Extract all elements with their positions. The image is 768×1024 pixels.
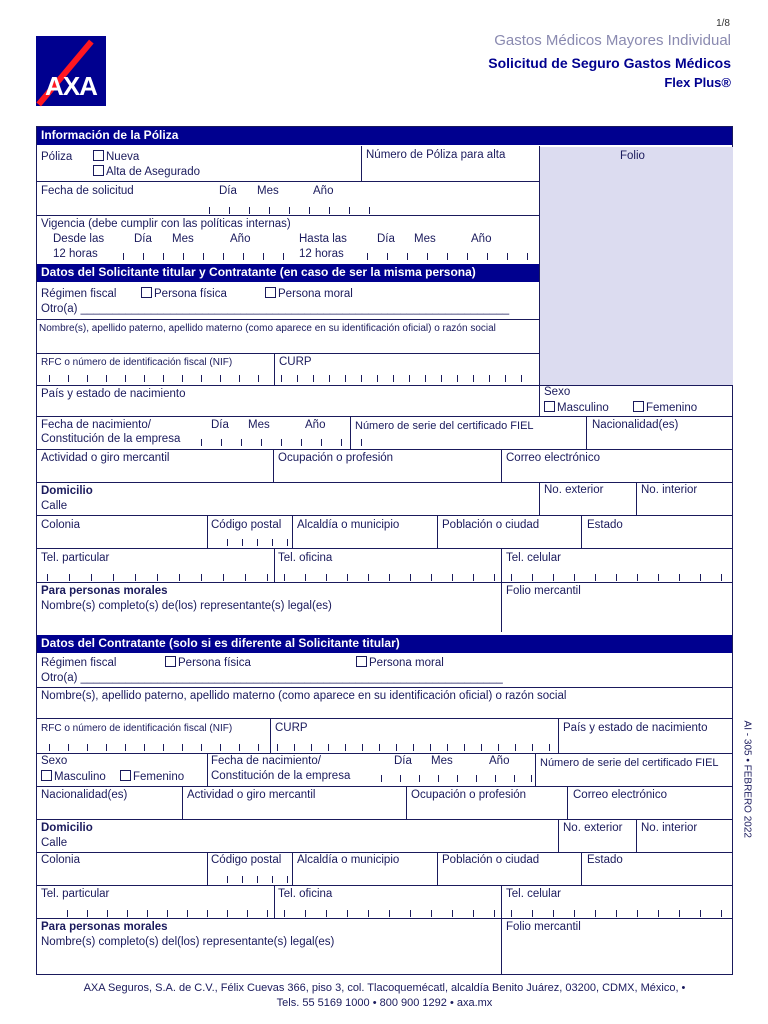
divider	[274, 885, 275, 918]
folio-label: Folio	[620, 150, 645, 162]
fiel-label: Número de serie del certificado FIEL	[355, 420, 534, 432]
c-mes: Mes	[431, 755, 453, 767]
pais-label: País y estado de nacimiento	[41, 388, 186, 400]
divider	[292, 515, 293, 548]
c-fecha-nac-label-2: Constitución de la empresa	[211, 770, 351, 782]
axa-logo	[36, 36, 106, 106]
divider	[501, 449, 502, 482]
no-interior-label: No. interior	[641, 484, 698, 496]
tel-oficina-field[interactable]	[284, 574, 499, 581]
section-titular-header: Datos del Solicitante titular y Contratante (en caso de ser la misma persona)	[37, 264, 539, 282]
c-poblacion-label: Población o ciudad	[442, 854, 540, 866]
divider	[636, 819, 637, 852]
fecha-nac-field[interactable]	[201, 439, 361, 446]
c-tel-particular-field[interactable]	[67, 910, 272, 917]
c-femenino-label: Femenino	[133, 771, 185, 783]
c-representantes-label: Nombre(s) completo(s) del(los) representante(s) legal(es)	[41, 936, 335, 948]
estado-label: Estado	[587, 519, 623, 531]
c-actividad-label: Actividad o giro mercantil	[187, 789, 316, 801]
c-personas-morales-label: Para personas morales	[41, 921, 168, 933]
cp-field[interactable]	[227, 539, 287, 546]
divider	[37, 918, 732, 919]
option-alta-label: Alta de Asegurado	[106, 166, 200, 178]
option-nueva[interactable]	[93, 150, 139, 163]
nombre-label: Nombre(s), apellido paterno, apellido materno (como aparece en su identificación oficial) o razón social	[39, 323, 496, 334]
option-nueva-label: Nueva	[106, 151, 140, 163]
divider	[37, 385, 732, 386]
divider	[37, 852, 732, 853]
rfc-label: RFC o número de identificación fiscal (NIF)	[41, 357, 233, 368]
sexo-label: Sexo	[544, 386, 571, 398]
representantes-label: Nombre(s) completo(s) de(los) representante(s) legal(es)	[41, 600, 332, 612]
divider	[406, 786, 407, 819]
divider	[581, 852, 582, 885]
divider	[270, 718, 271, 753]
numero-poliza-label: Número de Póliza para alta	[366, 149, 506, 161]
divider	[182, 786, 183, 819]
folio-mercantil-label: Folio mercantil	[506, 585, 581, 597]
tel-celular-label: Tel. celular	[506, 552, 561, 564]
divider	[207, 852, 208, 885]
desde-horas: 12 horas	[53, 248, 98, 260]
femenino-label: Femenino	[646, 402, 698, 414]
c-cp-label: Código postal	[211, 854, 282, 866]
divider	[501, 548, 502, 582]
c-checkbox-masculino[interactable]	[41, 770, 52, 781]
cp-label: Código postal	[211, 519, 282, 531]
c-masculino-label: Masculino	[54, 771, 106, 783]
divider	[586, 416, 587, 449]
option-femenino[interactable]	[633, 401, 697, 414]
c-calle-label: Calle	[41, 837, 68, 849]
divider	[37, 718, 732, 719]
tel-celular-field[interactable]	[511, 574, 726, 581]
hasta-fecha-field[interactable]	[367, 253, 527, 260]
mes-label: Mes	[257, 185, 279, 197]
calle-label: Calle	[41, 500, 68, 512]
divider	[37, 548, 732, 549]
option-masculino[interactable]	[544, 401, 609, 414]
divider	[37, 786, 732, 787]
c-no-exterior-label: No. exterior	[563, 822, 623, 834]
option-persona-fisica[interactable]	[141, 287, 227, 300]
logo-text: AXA	[45, 71, 97, 101]
footer-contact: Tels. 55 5169 1000 • 800 900 1292 • axa.mx	[276, 997, 493, 1009]
fecha-nac-label-1: Fecha de nacimiento/	[41, 419, 151, 431]
curp-label: CURP	[279, 356, 312, 368]
section-contratante-header: Datos del Contratante (solo si es diferente al Solicitante titular)	[37, 635, 732, 653]
option-persona-moral[interactable]	[265, 287, 353, 300]
c-correo-label: Correo electrónico	[573, 789, 667, 801]
divider	[535, 753, 536, 786]
divider	[501, 582, 502, 632]
c-ocupacion-label: Ocupación o profesión	[411, 789, 527, 801]
divider	[437, 515, 438, 548]
persona-fisica-label: Persona física	[154, 288, 227, 300]
c-sexo-label: Sexo	[41, 755, 68, 767]
vig-dia: Día	[134, 233, 152, 245]
correo-label: Correo electrónico	[506, 452, 600, 464]
c-tel-celular-field[interactable]	[511, 910, 726, 917]
regimen-label: Régimen fiscal	[41, 288, 117, 300]
tel-particular-field[interactable]	[47, 574, 272, 581]
nac-mes: Mes	[248, 419, 270, 431]
personas-morales-label: Para personas morales	[41, 585, 168, 597]
c-curp-field[interactable]	[277, 744, 555, 751]
application-form	[36, 126, 733, 975]
c-estado-label: Estado	[587, 854, 623, 866]
divider	[437, 852, 438, 885]
divider	[207, 753, 208, 786]
colonia-label: Colonia	[41, 519, 80, 531]
divider	[37, 819, 732, 820]
desde-label: Desde las	[53, 233, 105, 245]
nac-anio: Año	[305, 419, 326, 431]
c-domicilio-label: Domicilio	[41, 822, 93, 834]
form-code: AI - 305 • FEBRERO 2022	[741, 720, 752, 838]
checkbox-femenino[interactable]	[633, 401, 644, 412]
divider	[37, 319, 539, 320]
checkbox-alta-asegurado[interactable]	[93, 165, 104, 176]
actividad-label: Actividad o giro mercantil	[41, 452, 170, 464]
dia-label: Día	[219, 185, 237, 197]
c-checkbox-persona-fisica[interactable]	[165, 656, 176, 667]
divider	[567, 786, 568, 819]
fecha-solicitud-label: Fecha de solicitud	[41, 185, 134, 197]
persona-moral-label: Persona moral	[278, 288, 353, 300]
divider	[37, 885, 732, 886]
fecha-solicitud-field[interactable]	[209, 207, 369, 214]
c-dia: Día	[394, 755, 412, 767]
divider	[37, 353, 539, 354]
c-fecha-nac-field[interactable]	[381, 775, 531, 782]
divider	[636, 482, 637, 515]
c-rfc-label: RFC o número de identificación fiscal (NIF)	[41, 723, 233, 734]
no-exterior-label: No. exterior	[544, 484, 604, 496]
c-anio: Año	[489, 755, 510, 767]
c-option-femenino[interactable]	[120, 770, 184, 783]
alcaldia-label: Alcaldía o municipio	[297, 519, 400, 531]
divider	[37, 753, 732, 754]
c-otro-field[interactable]: Otro(a) __________________________________________________________________	[41, 672, 503, 684]
divider	[361, 146, 362, 181]
c-rfc-field[interactable]	[49, 744, 267, 751]
nacionalidad-label: Nacionalidad(es)	[592, 419, 679, 431]
checkbox-persona-fisica[interactable]	[141, 287, 152, 298]
page-number: 1/8	[716, 18, 730, 29]
divider	[37, 515, 732, 516]
divider	[539, 146, 540, 386]
vig2-dia: Día	[377, 233, 395, 245]
c-fecha-nac-label-1: Fecha de nacimiento/	[211, 755, 321, 767]
c-tel-celular-label: Tel. celular	[506, 888, 561, 900]
c-fiel-label: Número de serie del certificado FIEL	[540, 757, 719, 769]
divider	[292, 852, 293, 885]
ocupacion-label: Ocupación o profesión	[278, 452, 394, 464]
otro-field[interactable]: Otro(a) ___________________________________________________________________	[41, 303, 510, 315]
desde-fecha-field[interactable]	[123, 253, 293, 260]
c-nombre-label: Nombre(s), apellido paterno, apellido materno (como aparece en su identificación oficial) o razón social	[41, 690, 567, 702]
c-tel-particular-label: Tel. particular	[41, 888, 110, 900]
c-tel-oficina-field[interactable]	[284, 910, 499, 917]
nac-dia: Día	[211, 419, 229, 431]
divider	[501, 885, 502, 918]
vig2-mes: Mes	[414, 233, 436, 245]
c-option-persona-fisica[interactable]	[165, 656, 251, 669]
divider	[37, 482, 732, 483]
c-nacionalidad-label: Nacionalidad(es)	[41, 789, 128, 801]
divider	[539, 385, 540, 416]
divider	[37, 449, 732, 450]
divider	[350, 416, 351, 449]
tel-particular-label: Tel. particular	[41, 552, 110, 564]
tel-oficina-label: Tel. oficina	[278, 552, 333, 564]
footer-address: AXA Seguros, S.A. de C.V., Félix Cuevas 366, piso 3, col. Tlacoquemécatl, alcaldía Benito Juárez, 03200, CDMX, México, •	[83, 982, 686, 994]
c-alcaldia-label: Alcaldía o municipio	[297, 854, 400, 866]
fecha-nac-label-2: Constitución de la empresa	[41, 433, 181, 445]
document-title: Solicitud de Seguro Gastos Médicos	[488, 55, 731, 71]
divider	[558, 718, 559, 753]
curp-field[interactable]	[281, 375, 537, 382]
c-curp-label: CURP	[275, 722, 308, 734]
divider	[501, 918, 502, 975]
c-persona-moral-label: Persona moral	[369, 657, 444, 669]
vig2-anio: Año	[471, 233, 492, 245]
section-poliza-header: Información de la Póliza	[37, 127, 732, 145]
c-tel-oficina-label: Tel. oficina	[278, 888, 333, 900]
divider	[37, 181, 539, 182]
masculino-label: Masculino	[557, 402, 609, 414]
c-colonia-label: Colonia	[41, 854, 80, 866]
divider	[37, 687, 732, 688]
vigencia-label: Vigencia (debe cumplir con las políticas internas)	[41, 218, 291, 230]
divider	[37, 215, 539, 216]
checkbox-masculino[interactable]	[544, 401, 555, 412]
c-pais-label: País y estado de nacimiento	[563, 722, 708, 734]
divider	[37, 416, 732, 417]
divider	[558, 819, 559, 852]
document-subtitle: Flex Plus®	[664, 75, 731, 90]
poblacion-label: Población o ciudad	[442, 519, 540, 531]
folio-box[interactable]	[539, 147, 733, 385]
divider	[273, 449, 274, 482]
divider	[539, 482, 540, 515]
c-persona-fisica-label: Persona física	[178, 657, 251, 669]
vig-anio: Año	[230, 233, 251, 245]
checkbox-nueva[interactable]	[93, 150, 104, 161]
hasta-label: Hasta las	[299, 233, 347, 245]
divider	[274, 353, 275, 385]
checkbox-persona-moral[interactable]	[265, 287, 276, 298]
product-line: Gastos Médicos Mayores Individual	[494, 32, 731, 49]
poliza-label: Póliza	[41, 151, 73, 163]
c-cp-field[interactable]	[227, 876, 287, 883]
c-checkbox-persona-moral[interactable]	[356, 656, 367, 667]
c-option-persona-moral[interactable]	[356, 656, 444, 669]
anio-label: Año	[313, 185, 334, 197]
vig-mes: Mes	[172, 233, 194, 245]
divider	[274, 548, 275, 582]
domicilio-label: Domicilio	[41, 485, 93, 497]
hasta-horas: 12 horas	[299, 248, 344, 260]
c-regimen-label: Régimen fiscal	[41, 657, 117, 669]
c-folio-mercantil-label: Folio mercantil	[506, 921, 581, 933]
divider	[207, 515, 208, 548]
c-no-interior-label: No. interior	[641, 822, 698, 834]
divider	[581, 515, 582, 548]
c-checkbox-femenino[interactable]	[120, 770, 131, 781]
rfc-field[interactable]	[49, 375, 271, 382]
divider	[37, 582, 732, 583]
c-option-masculino[interactable]	[41, 770, 106, 783]
option-alta-asegurado[interactable]	[93, 165, 200, 178]
